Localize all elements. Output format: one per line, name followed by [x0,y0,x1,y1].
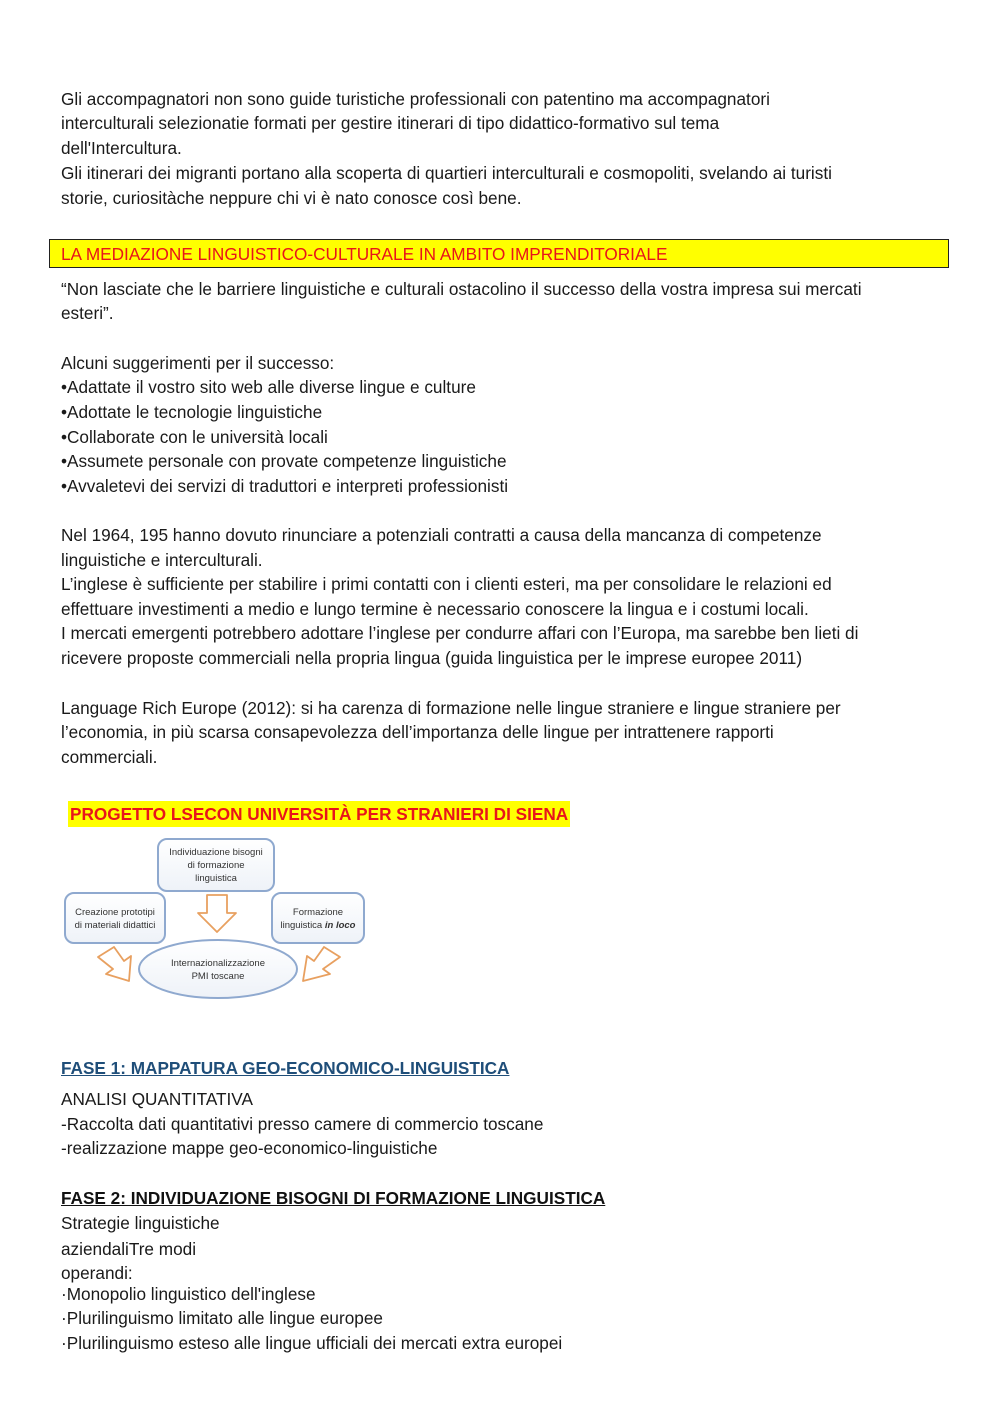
text-line: storie, curiositàche neppure chi vi è nato conosce così bene. [61,188,522,208]
lsecon-diagram [60,835,370,1005]
arrow-diagonal-icon [303,947,340,981]
diagram-box-label: di formazione [187,860,245,871]
list-item: •Adattate il vostro sito web alle diverse lingue e culture [61,377,476,397]
text-line: Strategie linguistiche [61,1213,220,1233]
arrow-down-icon [198,895,236,932]
text-line: -realizzazione mappe geo-economico-linguistiche [61,1138,438,1158]
text-line: operandi: [61,1263,133,1283]
project-heading: PROGETTO LSECON UNIVERSITÀ PER STRANIERI DI SIENA [68,801,570,827]
diagram-center-internationalization [139,940,297,998]
text-line: I mercati emergenti potrebbero adottare l’inglese per condurre affari con l’Europa, ma sarebbe ben lieti di [61,623,859,643]
list-item: •Avvaletevi dei servizi di traduttori e interpreti professionisti [61,476,509,496]
text-line: esteri”. [61,303,114,323]
text-line: aziendaliTre modi [61,1239,197,1259]
fase-2-heading: FASE 2: INDIVIDUAZIONE BISOGNI DI FORMAZIONE LINGUISTICA [61,1188,606,1208]
diagram-box-label: di materiali didattici [74,920,156,931]
text-line: commerciali. [61,747,158,767]
diagram-box-label: Creazione prototipi [75,907,155,918]
list-item: ·Monopolio linguistico dell'inglese [61,1284,316,1304]
list-item: •Adottate le tecnologie linguistiche [61,402,323,422]
text-line: dell'Intercultura. [61,138,182,158]
section-heading: LA MEDIAZIONE LINGUISTICO-CULTURALE IN AMBITO IMPRENDITORIALE [61,244,668,264]
text-line: -Raccolta dati quantitativi presso camere di commercio toscane [61,1114,544,1134]
diagram-box-label: linguistica in loco [280,920,356,931]
text-line: effettuare investimenti a medio e lungo termine è necessario conoscere la lingua e i costumi locali. [61,599,809,619]
text-line: L’inglese è sufficiente per stabilire i primi contatti con i clienti esteri, ma per consolidare le relazioni ed [61,574,832,594]
text-line: “Non lasciate che le barriere linguistiche e culturali ostacolino il successo della vostra impresa sui mercati [61,279,862,299]
arrow-diagonal-icon [98,947,131,981]
list-item: •Collaborate con le università locali [61,427,328,447]
list-item: •Assumete personale con provate competenze linguistiche [61,451,507,471]
diagram-box-prototypes [65,893,165,943]
fase-1-heading: FASE 1: MAPPATURA GEO-ECONOMICO-LINGUISTICA [61,1058,510,1078]
text-line: l’economia, in più scarsa consapevolezza dell’importanza delle lingue per intrattenere rapporti [61,722,774,742]
text-line: Gli itinerari dei migranti portano alla scoperta di quartieri interculturali e cosmopoliti, svelando ai turisti [61,163,832,183]
list-item: ·Plurilinguismo limitato alle lingue europee [61,1308,383,1328]
diagram-box-label: Formazione [292,907,344,918]
text-line: Language Rich Europe (2012): si ha carenza di formazione nelle lingue straniere e lingue straniere per [61,698,841,718]
diagram-box-local-training [272,893,364,943]
text-line: Gli accompagnatori non sono guide turistiche professionali con patentino ma accompagnatori [61,89,770,109]
diagram-box-label: Individuazione bisogni [169,847,263,858]
tips-title: Alcuni suggerimenti per il successo: [61,353,335,373]
text-line: linguistiche e interculturali. [61,550,263,570]
text-line: Nel 1964, 195 hanno dovuto rinunciare a potenziali contratti a causa della mancanza di competenze [61,525,822,545]
diagram-box-label: linguistica [195,873,237,884]
diagram-center-label: PMI toscane [191,971,245,982]
diagram-center-label: Internazionalizzazione [170,958,266,969]
text-line: ricevere proposte commerciali nella propria lingua (guida linguistica per le imprese europee 2011) [61,648,803,668]
text-line: interculturali selezionatie formati per gestire itinerari di tipo didattico-formativo sul tema [61,113,720,133]
text-line: ANALISI QUANTITATIVA [61,1089,253,1109]
list-item: ·Plurilinguismo esteso alle lingue ufficiali dei mercati extra europei [61,1333,563,1353]
